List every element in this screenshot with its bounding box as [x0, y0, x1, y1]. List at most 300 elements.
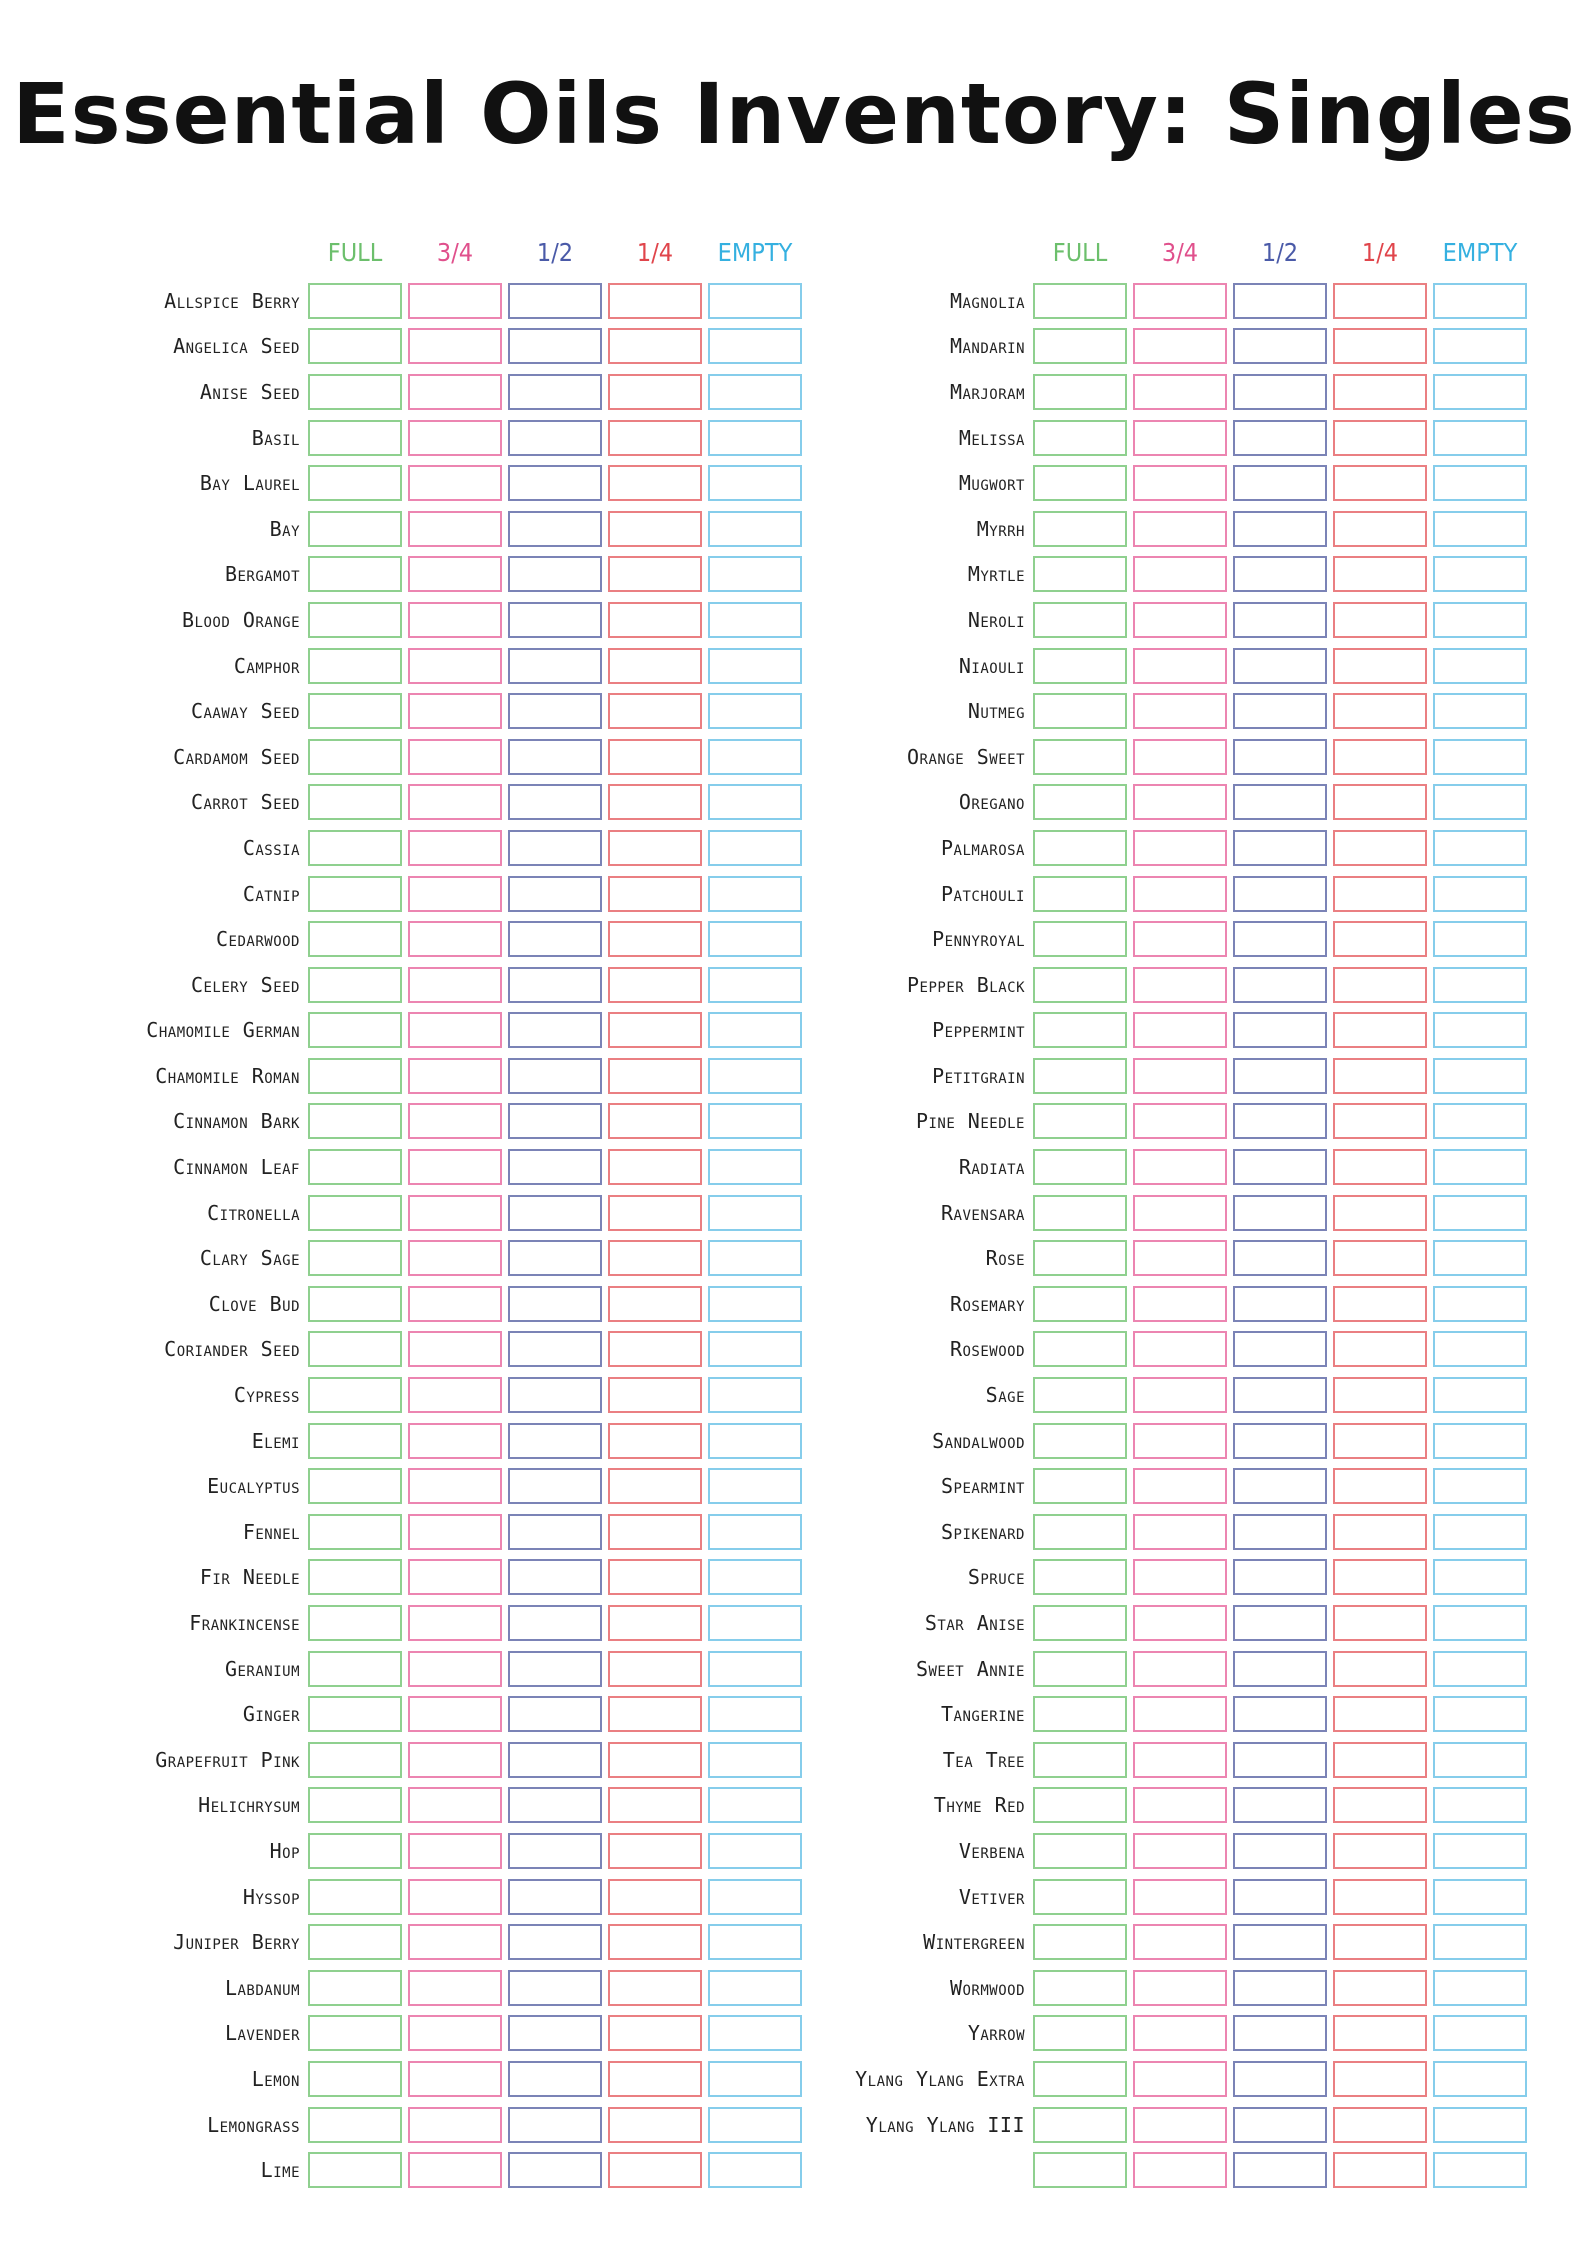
checkbox-empty[interactable] [1433, 465, 1527, 501]
checkbox-quarter[interactable] [608, 1924, 702, 1960]
checkbox-half[interactable] [1233, 1787, 1327, 1823]
checkbox-empty[interactable] [1433, 1605, 1527, 1641]
checkbox-quarter[interactable] [608, 1240, 702, 1276]
checkbox-quarter[interactable] [608, 1195, 702, 1231]
checkbox-quarter[interactable] [1333, 283, 1427, 319]
checkbox-half[interactable] [508, 876, 602, 912]
checkbox-full[interactable] [1033, 830, 1127, 866]
checkbox-quarter[interactable] [1333, 328, 1427, 364]
checkbox-quarter[interactable] [608, 1012, 702, 1048]
checkbox-full[interactable] [1033, 2061, 1127, 2097]
checkbox-half[interactable] [508, 1787, 602, 1823]
checkbox-half[interactable] [508, 1286, 602, 1322]
checkbox-half[interactable] [1233, 1103, 1327, 1139]
checkbox-full[interactable] [1033, 1605, 1127, 1641]
checkbox-empty[interactable] [1433, 1012, 1527, 1048]
checkbox-half[interactable] [1233, 2107, 1327, 2143]
checkbox-three-quarter[interactable] [1133, 1468, 1227, 1504]
checkbox-quarter[interactable] [608, 1286, 702, 1322]
checkbox-empty[interactable] [708, 1058, 802, 1094]
checkbox-three-quarter[interactable] [408, 1240, 502, 1276]
checkbox-empty[interactable] [708, 876, 802, 912]
checkbox-three-quarter[interactable] [408, 420, 502, 456]
checkbox-empty[interactable] [1433, 556, 1527, 592]
checkbox-full[interactable] [308, 967, 402, 1003]
checkbox-quarter[interactable] [608, 1833, 702, 1869]
checkbox-three-quarter[interactable] [1133, 1970, 1227, 2006]
checkbox-full[interactable] [1033, 1149, 1127, 1185]
checkbox-full[interactable] [308, 1286, 402, 1322]
checkbox-empty[interactable] [1433, 602, 1527, 638]
checkbox-quarter[interactable] [1333, 2015, 1427, 2051]
checkbox-quarter[interactable] [1333, 1195, 1427, 1231]
checkbox-half[interactable] [1233, 1286, 1327, 1322]
checkbox-quarter[interactable] [1333, 511, 1427, 547]
checkbox-empty[interactable] [708, 511, 802, 547]
checkbox-three-quarter[interactable] [408, 739, 502, 775]
checkbox-empty[interactable] [708, 1879, 802, 1915]
checkbox-three-quarter[interactable] [1133, 1651, 1227, 1687]
checkbox-full[interactable] [308, 1787, 402, 1823]
checkbox-half[interactable] [508, 830, 602, 866]
checkbox-full[interactable] [308, 1879, 402, 1915]
checkbox-three-quarter[interactable] [1133, 1924, 1227, 1960]
checkbox-empty[interactable] [1433, 1970, 1527, 2006]
checkbox-full[interactable] [1033, 1696, 1127, 1732]
checkbox-half[interactable] [1233, 693, 1327, 729]
checkbox-three-quarter[interactable] [1133, 465, 1227, 501]
checkbox-empty[interactable] [1433, 420, 1527, 456]
checkbox-three-quarter[interactable] [1133, 921, 1227, 957]
checkbox-empty[interactable] [1433, 2152, 1527, 2188]
checkbox-quarter[interactable] [608, 1696, 702, 1732]
checkbox-empty[interactable] [708, 1286, 802, 1322]
checkbox-three-quarter[interactable] [1133, 1058, 1227, 1094]
checkbox-quarter[interactable] [608, 1651, 702, 1687]
checkbox-quarter[interactable] [1333, 1696, 1427, 1732]
checkbox-full[interactable] [308, 1559, 402, 1595]
checkbox-half[interactable] [508, 1377, 602, 1413]
checkbox-quarter[interactable] [608, 784, 702, 820]
checkbox-empty[interactable] [1433, 1696, 1527, 1732]
checkbox-three-quarter[interactable] [408, 1058, 502, 1094]
checkbox-quarter[interactable] [1333, 465, 1427, 501]
checkbox-quarter[interactable] [608, 1468, 702, 1504]
checkbox-three-quarter[interactable] [1133, 1149, 1227, 1185]
checkbox-three-quarter[interactable] [408, 1195, 502, 1231]
checkbox-empty[interactable] [708, 1149, 802, 1185]
checkbox-half[interactable] [508, 739, 602, 775]
checkbox-quarter[interactable] [1333, 1605, 1427, 1641]
checkbox-empty[interactable] [1433, 1742, 1527, 1778]
checkbox-three-quarter[interactable] [408, 1970, 502, 2006]
checkbox-empty[interactable] [1433, 693, 1527, 729]
checkbox-empty[interactable] [708, 2015, 802, 2051]
checkbox-quarter[interactable] [1333, 374, 1427, 410]
checkbox-half[interactable] [508, 1514, 602, 1550]
checkbox-three-quarter[interactable] [408, 1787, 502, 1823]
checkbox-empty[interactable] [1433, 921, 1527, 957]
checkbox-empty[interactable] [708, 784, 802, 820]
checkbox-half[interactable] [1233, 1879, 1327, 1915]
checkbox-empty[interactable] [708, 967, 802, 1003]
checkbox-empty[interactable] [1433, 1924, 1527, 1960]
checkbox-full[interactable] [308, 556, 402, 592]
checkbox-full[interactable] [1033, 2152, 1127, 2188]
checkbox-empty[interactable] [1433, 2015, 1527, 2051]
checkbox-three-quarter[interactable] [1133, 374, 1227, 410]
checkbox-full[interactable] [308, 693, 402, 729]
checkbox-three-quarter[interactable] [1133, 1423, 1227, 1459]
checkbox-three-quarter[interactable] [408, 967, 502, 1003]
checkbox-three-quarter[interactable] [408, 465, 502, 501]
checkbox-three-quarter[interactable] [408, 1012, 502, 1048]
checkbox-quarter[interactable] [1333, 1286, 1427, 1322]
checkbox-empty[interactable] [708, 1559, 802, 1595]
checkbox-full[interactable] [1033, 648, 1127, 684]
checkbox-three-quarter[interactable] [408, 374, 502, 410]
checkbox-half[interactable] [508, 511, 602, 547]
checkbox-full[interactable] [1033, 921, 1127, 957]
checkbox-full[interactable] [1033, 420, 1127, 456]
checkbox-three-quarter[interactable] [408, 830, 502, 866]
checkbox-empty[interactable] [708, 465, 802, 501]
checkbox-full[interactable] [1033, 1924, 1127, 1960]
checkbox-quarter[interactable] [608, 328, 702, 364]
checkbox-half[interactable] [1233, 465, 1327, 501]
checkbox-half[interactable] [508, 1742, 602, 1778]
checkbox-quarter[interactable] [1333, 2107, 1427, 2143]
checkbox-three-quarter[interactable] [1133, 511, 1227, 547]
checkbox-half[interactable] [1233, 283, 1327, 319]
checkbox-quarter[interactable] [608, 556, 702, 592]
checkbox-half[interactable] [508, 1924, 602, 1960]
checkbox-empty[interactable] [708, 1468, 802, 1504]
checkbox-three-quarter[interactable] [1133, 1103, 1227, 1139]
checkbox-quarter[interactable] [608, 1058, 702, 1094]
checkbox-empty[interactable] [708, 1696, 802, 1732]
checkbox-empty[interactable] [1433, 648, 1527, 684]
checkbox-empty[interactable] [708, 1970, 802, 2006]
checkbox-three-quarter[interactable] [408, 1468, 502, 1504]
checkbox-three-quarter[interactable] [1133, 876, 1227, 912]
checkbox-quarter[interactable] [1333, 1651, 1427, 1687]
checkbox-full[interactable] [308, 2152, 402, 2188]
checkbox-half[interactable] [1233, 921, 1327, 957]
checkbox-empty[interactable] [1433, 2061, 1527, 2097]
checkbox-three-quarter[interactable] [1133, 1240, 1227, 1276]
checkbox-empty[interactable] [708, 739, 802, 775]
checkbox-full[interactable] [1033, 556, 1127, 592]
checkbox-empty[interactable] [708, 420, 802, 456]
checkbox-full[interactable] [1033, 1879, 1127, 1915]
checkbox-three-quarter[interactable] [1133, 784, 1227, 820]
checkbox-full[interactable] [1033, 511, 1127, 547]
checkbox-quarter[interactable] [1333, 556, 1427, 592]
checkbox-half[interactable] [1233, 1423, 1327, 1459]
checkbox-full[interactable] [308, 1468, 402, 1504]
checkbox-full[interactable] [308, 328, 402, 364]
checkbox-half[interactable] [1233, 1331, 1327, 1367]
checkbox-empty[interactable] [1433, 876, 1527, 912]
checkbox-half[interactable] [1233, 1742, 1327, 1778]
checkbox-quarter[interactable] [1333, 2061, 1427, 2097]
checkbox-empty[interactable] [1433, 1377, 1527, 1413]
checkbox-quarter[interactable] [608, 921, 702, 957]
checkbox-half[interactable] [1233, 784, 1327, 820]
checkbox-quarter[interactable] [608, 967, 702, 1003]
checkbox-quarter[interactable] [608, 465, 702, 501]
checkbox-half[interactable] [508, 1240, 602, 1276]
checkbox-quarter[interactable] [1333, 1331, 1427, 1367]
checkbox-full[interactable] [308, 2061, 402, 2097]
checkbox-half[interactable] [508, 465, 602, 501]
checkbox-full[interactable] [1033, 1970, 1127, 2006]
checkbox-three-quarter[interactable] [408, 648, 502, 684]
checkbox-full[interactable] [308, 1240, 402, 1276]
checkbox-three-quarter[interactable] [408, 2107, 502, 2143]
checkbox-three-quarter[interactable] [408, 693, 502, 729]
checkbox-quarter[interactable] [608, 374, 702, 410]
checkbox-three-quarter[interactable] [1133, 2107, 1227, 2143]
checkbox-full[interactable] [308, 1149, 402, 1185]
checkbox-empty[interactable] [708, 1514, 802, 1550]
checkbox-half[interactable] [1233, 1377, 1327, 1413]
checkbox-quarter[interactable] [608, 1605, 702, 1641]
checkbox-three-quarter[interactable] [1133, 556, 1227, 592]
checkbox-three-quarter[interactable] [1133, 2152, 1227, 2188]
checkbox-three-quarter[interactable] [1133, 1787, 1227, 1823]
checkbox-half[interactable] [508, 1149, 602, 1185]
checkbox-quarter[interactable] [1333, 602, 1427, 638]
checkbox-quarter[interactable] [1333, 1742, 1427, 1778]
checkbox-empty[interactable] [1433, 1240, 1527, 1276]
checkbox-empty[interactable] [1433, 1286, 1527, 1322]
checkbox-full[interactable] [308, 374, 402, 410]
checkbox-full[interactable] [1033, 1286, 1127, 1322]
checkbox-empty[interactable] [708, 374, 802, 410]
checkbox-quarter[interactable] [608, 1423, 702, 1459]
checkbox-half[interactable] [1233, 1012, 1327, 1048]
checkbox-three-quarter[interactable] [408, 1149, 502, 1185]
checkbox-three-quarter[interactable] [408, 283, 502, 319]
checkbox-empty[interactable] [1433, 1514, 1527, 1550]
checkbox-quarter[interactable] [608, 420, 702, 456]
checkbox-three-quarter[interactable] [408, 1514, 502, 1550]
checkbox-half[interactable] [508, 1012, 602, 1048]
checkbox-full[interactable] [1033, 1331, 1127, 1367]
checkbox-full[interactable] [1033, 876, 1127, 912]
checkbox-empty[interactable] [708, 2107, 802, 2143]
checkbox-quarter[interactable] [1333, 1970, 1427, 2006]
checkbox-quarter[interactable] [1333, 784, 1427, 820]
checkbox-quarter[interactable] [1333, 1468, 1427, 1504]
checkbox-full[interactable] [1033, 1377, 1127, 1413]
checkbox-half[interactable] [1233, 374, 1327, 410]
checkbox-quarter[interactable] [1333, 1149, 1427, 1185]
checkbox-empty[interactable] [708, 830, 802, 866]
checkbox-half[interactable] [508, 784, 602, 820]
checkbox-half[interactable] [1233, 328, 1327, 364]
checkbox-empty[interactable] [708, 602, 802, 638]
checkbox-quarter[interactable] [1333, 876, 1427, 912]
checkbox-full[interactable] [1033, 2015, 1127, 2051]
checkbox-half[interactable] [508, 1331, 602, 1367]
checkbox-half[interactable] [508, 1879, 602, 1915]
checkbox-half[interactable] [1233, 1149, 1327, 1185]
checkbox-half[interactable] [1233, 1651, 1327, 1687]
checkbox-full[interactable] [308, 465, 402, 501]
checkbox-quarter[interactable] [1333, 1514, 1427, 1550]
checkbox-three-quarter[interactable] [1133, 693, 1227, 729]
checkbox-empty[interactable] [708, 2152, 802, 2188]
checkbox-half[interactable] [1233, 830, 1327, 866]
checkbox-full[interactable] [308, 511, 402, 547]
checkbox-three-quarter[interactable] [1133, 602, 1227, 638]
checkbox-full[interactable] [308, 1833, 402, 1869]
checkbox-quarter[interactable] [1333, 1103, 1427, 1139]
checkbox-quarter[interactable] [608, 1331, 702, 1367]
checkbox-full[interactable] [1033, 1012, 1127, 1048]
checkbox-half[interactable] [1233, 1559, 1327, 1595]
checkbox-three-quarter[interactable] [1133, 1879, 1227, 1915]
checkbox-full[interactable] [308, 1651, 402, 1687]
checkbox-empty[interactable] [1433, 283, 1527, 319]
checkbox-half[interactable] [508, 556, 602, 592]
checkbox-full[interactable] [308, 1103, 402, 1139]
checkbox-half[interactable] [1233, 1924, 1327, 1960]
checkbox-full[interactable] [308, 1742, 402, 1778]
checkbox-empty[interactable] [708, 648, 802, 684]
checkbox-empty[interactable] [708, 1651, 802, 1687]
checkbox-empty[interactable] [1433, 830, 1527, 866]
checkbox-full[interactable] [308, 1696, 402, 1732]
checkbox-three-quarter[interactable] [1133, 967, 1227, 1003]
checkbox-full[interactable] [308, 1970, 402, 2006]
checkbox-empty[interactable] [708, 1423, 802, 1459]
checkbox-half[interactable] [508, 2107, 602, 2143]
checkbox-half[interactable] [1233, 1240, 1327, 1276]
checkbox-empty[interactable] [1433, 739, 1527, 775]
checkbox-half[interactable] [508, 2015, 602, 2051]
checkbox-quarter[interactable] [608, 1787, 702, 1823]
checkbox-empty[interactable] [1433, 1468, 1527, 1504]
checkbox-quarter[interactable] [1333, 648, 1427, 684]
checkbox-half[interactable] [508, 374, 602, 410]
checkbox-quarter[interactable] [1333, 1787, 1427, 1823]
checkbox-full[interactable] [308, 420, 402, 456]
checkbox-quarter[interactable] [1333, 1879, 1427, 1915]
checkbox-empty[interactable] [1433, 1058, 1527, 1094]
checkbox-full[interactable] [1033, 328, 1127, 364]
checkbox-half[interactable] [508, 1195, 602, 1231]
checkbox-three-quarter[interactable] [408, 876, 502, 912]
checkbox-full[interactable] [1033, 1423, 1127, 1459]
checkbox-three-quarter[interactable] [408, 511, 502, 547]
checkbox-three-quarter[interactable] [1133, 2015, 1227, 2051]
checkbox-empty[interactable] [1433, 1559, 1527, 1595]
checkbox-full[interactable] [308, 2107, 402, 2143]
checkbox-full[interactable] [1033, 602, 1127, 638]
checkbox-three-quarter[interactable] [408, 1742, 502, 1778]
checkbox-full[interactable] [1033, 1103, 1127, 1139]
checkbox-empty[interactable] [1433, 1331, 1527, 1367]
checkbox-three-quarter[interactable] [408, 1605, 502, 1641]
checkbox-full[interactable] [1033, 1742, 1127, 1778]
checkbox-half[interactable] [508, 693, 602, 729]
checkbox-three-quarter[interactable] [1133, 1605, 1227, 1641]
checkbox-quarter[interactable] [608, 602, 702, 638]
checkbox-full[interactable] [1033, 1833, 1127, 1869]
checkbox-full[interactable] [308, 2015, 402, 2051]
checkbox-quarter[interactable] [608, 283, 702, 319]
checkbox-half[interactable] [1233, 876, 1327, 912]
checkbox-three-quarter[interactable] [1133, 328, 1227, 364]
checkbox-full[interactable] [1033, 967, 1127, 1003]
checkbox-quarter[interactable] [608, 1514, 702, 1550]
checkbox-empty[interactable] [1433, 1833, 1527, 1869]
checkbox-quarter[interactable] [608, 2061, 702, 2097]
checkbox-quarter[interactable] [608, 1970, 702, 2006]
checkbox-three-quarter[interactable] [408, 1559, 502, 1595]
checkbox-empty[interactable] [708, 1240, 802, 1276]
checkbox-three-quarter[interactable] [408, 1924, 502, 1960]
checkbox-quarter[interactable] [608, 1377, 702, 1413]
checkbox-quarter[interactable] [1333, 1240, 1427, 1276]
checkbox-three-quarter[interactable] [408, 1377, 502, 1413]
checkbox-quarter[interactable] [608, 693, 702, 729]
checkbox-empty[interactable] [708, 328, 802, 364]
checkbox-full[interactable] [308, 1195, 402, 1231]
checkbox-quarter[interactable] [608, 1742, 702, 1778]
checkbox-full[interactable] [308, 1924, 402, 1960]
checkbox-empty[interactable] [1433, 1149, 1527, 1185]
checkbox-three-quarter[interactable] [1133, 1833, 1227, 1869]
checkbox-three-quarter[interactable] [408, 784, 502, 820]
checkbox-half[interactable] [1233, 511, 1327, 547]
checkbox-three-quarter[interactable] [408, 2015, 502, 2051]
checkbox-full[interactable] [1033, 1514, 1127, 1550]
checkbox-full[interactable] [308, 830, 402, 866]
checkbox-full[interactable] [1033, 739, 1127, 775]
checkbox-empty[interactable] [708, 1833, 802, 1869]
checkbox-three-quarter[interactable] [408, 602, 502, 638]
checkbox-quarter[interactable] [608, 1103, 702, 1139]
checkbox-empty[interactable] [708, 921, 802, 957]
checkbox-three-quarter[interactable] [408, 1423, 502, 1459]
checkbox-three-quarter[interactable] [408, 1286, 502, 1322]
checkbox-quarter[interactable] [1333, 1423, 1427, 1459]
checkbox-quarter[interactable] [608, 830, 702, 866]
checkbox-quarter[interactable] [1333, 1833, 1427, 1869]
checkbox-empty[interactable] [708, 1331, 802, 1367]
checkbox-half[interactable] [508, 1605, 602, 1641]
checkbox-quarter[interactable] [608, 876, 702, 912]
checkbox-full[interactable] [1033, 784, 1127, 820]
checkbox-full[interactable] [1033, 1559, 1127, 1595]
checkbox-half[interactable] [1233, 1514, 1327, 1550]
checkbox-empty[interactable] [1433, 1423, 1527, 1459]
checkbox-three-quarter[interactable] [408, 1696, 502, 1732]
checkbox-half[interactable] [508, 648, 602, 684]
checkbox-three-quarter[interactable] [1133, 1286, 1227, 1322]
checkbox-full[interactable] [1033, 1651, 1127, 1687]
checkbox-empty[interactable] [1433, 1103, 1527, 1139]
checkbox-half[interactable] [1233, 420, 1327, 456]
checkbox-half[interactable] [1233, 556, 1327, 592]
checkbox-empty[interactable] [708, 1377, 802, 1413]
checkbox-three-quarter[interactable] [408, 328, 502, 364]
